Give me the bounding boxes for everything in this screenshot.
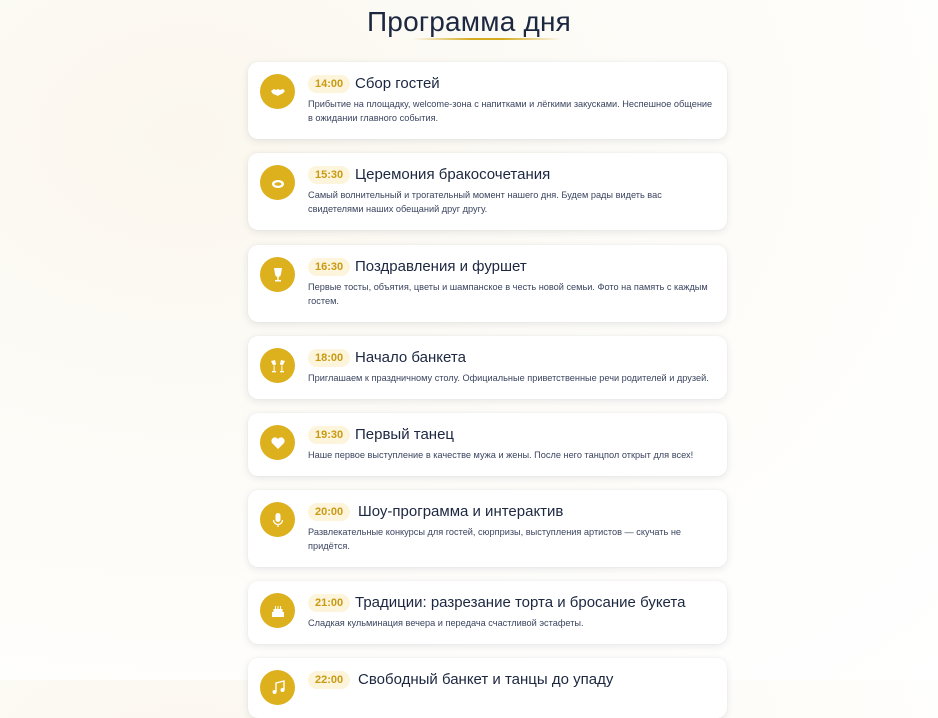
event-description: Прибытие на площадку, welcome-зона с напитками и лёгкими закусками. Неспешное общение в ожидании главного события. xyxy=(308,99,713,123)
time-badge: 15:30 xyxy=(308,166,350,184)
timeline-card-1630 xyxy=(248,245,727,322)
event-title: Начало банкета xyxy=(355,349,466,366)
ring-icon xyxy=(260,165,295,200)
heart-icon xyxy=(260,425,295,460)
event-title: Свободный банкет и танцы до упаду xyxy=(358,671,614,688)
music-icon xyxy=(260,670,295,705)
page-title: Программа дня xyxy=(366,6,572,37)
microphone-icon xyxy=(260,502,295,537)
glasses-cheers-icon xyxy=(260,348,295,383)
event-description: Наше первое выступление в качестве мужа и жены. После него танцпол открыт для всех! xyxy=(308,450,694,460)
event-title: Поздравления и фуршет xyxy=(355,258,527,275)
timeline-card-2200 xyxy=(248,658,727,718)
event-description: Приглашаем к праздничному столу. Официальные приветственные речи родителей и друзей. xyxy=(308,373,709,383)
timeline-card-1530 xyxy=(248,153,727,230)
event-description: Самый волнительный и трогательный момент нашего дня. Будем рады видеть вас свидетелями наших обещаний друг другу. xyxy=(308,190,662,214)
time-badge: 21:00 xyxy=(308,594,350,612)
timeline-card-1400 xyxy=(248,62,727,139)
event-title: Сбор гостей xyxy=(355,75,440,92)
cake-icon xyxy=(260,593,295,628)
event-title: Шоу-программа и интерактив xyxy=(358,503,564,520)
timeline-card-2000 xyxy=(248,490,727,567)
event-title: Церемония бракосочетания xyxy=(355,166,551,183)
event-title: Первый танец xyxy=(355,426,455,443)
wine-glass-icon xyxy=(260,257,295,292)
time-badge: 20:00 xyxy=(308,503,350,521)
time-badge: 16:30 xyxy=(308,258,350,276)
time-badge: 19:30 xyxy=(308,426,350,444)
event-description: Развлекательные конкурсы для гостей, сюрпризы, выступления артистов — скучать не придётся. xyxy=(308,527,682,551)
title-underline xyxy=(412,38,562,40)
timeline-card-2100 xyxy=(248,581,727,644)
timeline-card-1800 xyxy=(248,336,727,399)
event-description: Первые тосты, объятия, цветы и шампанское в честь новой семьи. Фото на память с каждым гостем. xyxy=(308,282,708,306)
time-badge: 18:00 xyxy=(308,349,350,367)
timeline-card-1930 xyxy=(248,413,727,476)
event-title: Традиции: разрезание торта и бросание букета xyxy=(355,594,686,611)
time-badge: 14:00 xyxy=(308,75,350,93)
handshake-icon xyxy=(260,74,295,109)
event-description: Сладкая кульминация вечера и передача счастливой эстафеты. xyxy=(308,618,584,628)
time-badge: 22:00 xyxy=(308,671,350,689)
